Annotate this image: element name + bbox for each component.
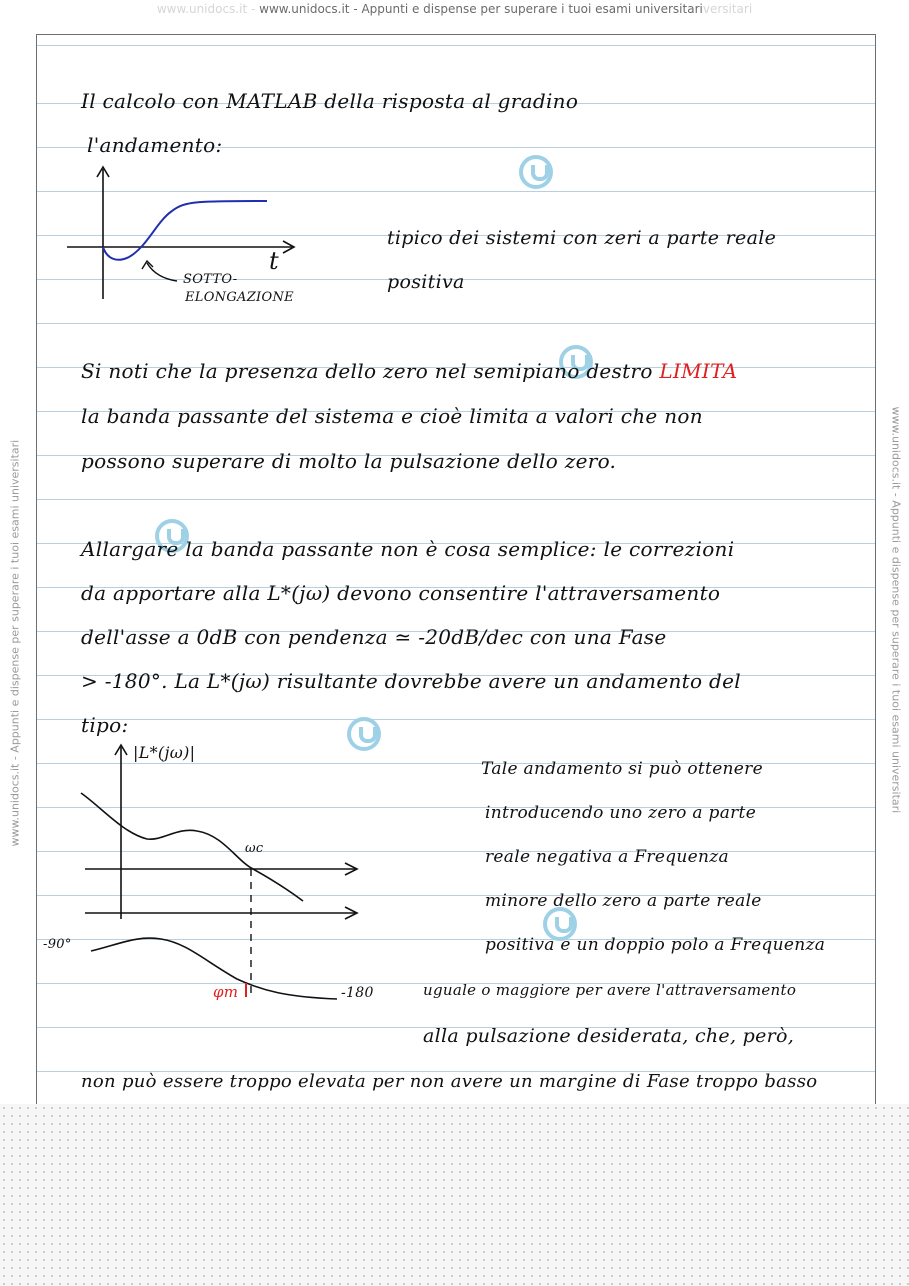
para3-line6: uguale o maggiore per avere l'attraversamento <box>423 981 797 999</box>
para1-line1 <box>81 359 737 383</box>
para3-line8: non può essere troppo elevata per non avere un margine di Fase troppo basso <box>81 1071 818 1092</box>
top-watermark <box>0 2 909 16</box>
para1-highlight: LIMITA <box>659 359 738 383</box>
para3-line2: introducendo uno zero a parte <box>485 803 757 823</box>
para2-line4: > -180°. La L*(jω) risultante dovrebbe avere un andamento del <box>81 669 741 693</box>
dotted-cover-area <box>0 1104 909 1286</box>
fig1-description-1: tipico dei sistemi con zeri a parte reale <box>387 227 777 249</box>
fig1-callout-1: SOTTO- <box>183 272 238 287</box>
fig1-time-label: t <box>269 247 279 275</box>
note-line-1: Il calcolo con MATLAB della risposta al gradino <box>81 89 579 113</box>
notebook-page <box>36 34 876 1105</box>
top-watermark-text: www.unidocs.it - Appunti e dispense per superare i tuoi esami universitari <box>259 2 703 16</box>
para2-line2: da apportare alla L*(jω) devono consentire l'attraversamento <box>81 581 721 605</box>
left-watermark: www.unidocs.it - Appunti e dispense per superare i tuoi esami universitari <box>8 439 22 847</box>
fig2-phase-label: -90° <box>43 937 72 952</box>
step-response-figure <box>57 161 347 311</box>
fig2-crossover-label: ωc <box>245 841 264 856</box>
para2-line1: Allargare la banda passante non è cosa semplice: le correzioni <box>81 537 735 561</box>
para3-line7: alla pulsazione desiderata, che, però, <box>423 1025 795 1047</box>
fig1-description-2: positiva <box>387 271 465 293</box>
para3-line3: reale negativa a Frequenza <box>485 847 729 867</box>
right-watermark: www.unidocs.it - Appunti e dispense per superare i tuoi esami universitari <box>889 406 903 814</box>
para1-line2: la banda passante del sistema e cioè limita a valori che non <box>81 404 703 428</box>
para1-line3: possono superare di molto la pulsazione dello zero. <box>81 449 617 473</box>
top-watermark-ghost-right: versitari <box>702 2 753 16</box>
fig2-minus180-label: -180 <box>341 985 374 1001</box>
fig1-callout-2: ELONGAZIONE <box>185 290 294 305</box>
top-watermark-ghost-left: www.unidocs.it - <box>156 2 260 16</box>
para2-line3: dell'asse a 0dB con pendenza ≃ -20dB/dec con una Fase <box>81 625 667 649</box>
callout-arrow <box>142 261 177 281</box>
note-line-2: l'andamento: <box>87 133 223 157</box>
fig2-phase-margin-label: φm <box>213 983 239 1001</box>
para3-line4: minore dello zero a parte reale <box>485 891 762 911</box>
para3-line5: positiva e un doppio polo a Frequenza <box>485 935 826 955</box>
para1-line1-text: Si noti che la presenza dello zero nel semipiano destro <box>81 359 660 383</box>
unidocs-logo-icon <box>519 155 553 189</box>
para2-line5: tipo: <box>81 713 129 737</box>
fig2-magnitude-label: |L*(jω)| <box>133 743 196 762</box>
magnitude-curve <box>81 793 303 901</box>
response-curve <box>103 201 267 260</box>
para3-line1: Tale andamento si può ottenere <box>481 759 763 779</box>
bode-sketch-figure <box>37 735 417 1015</box>
